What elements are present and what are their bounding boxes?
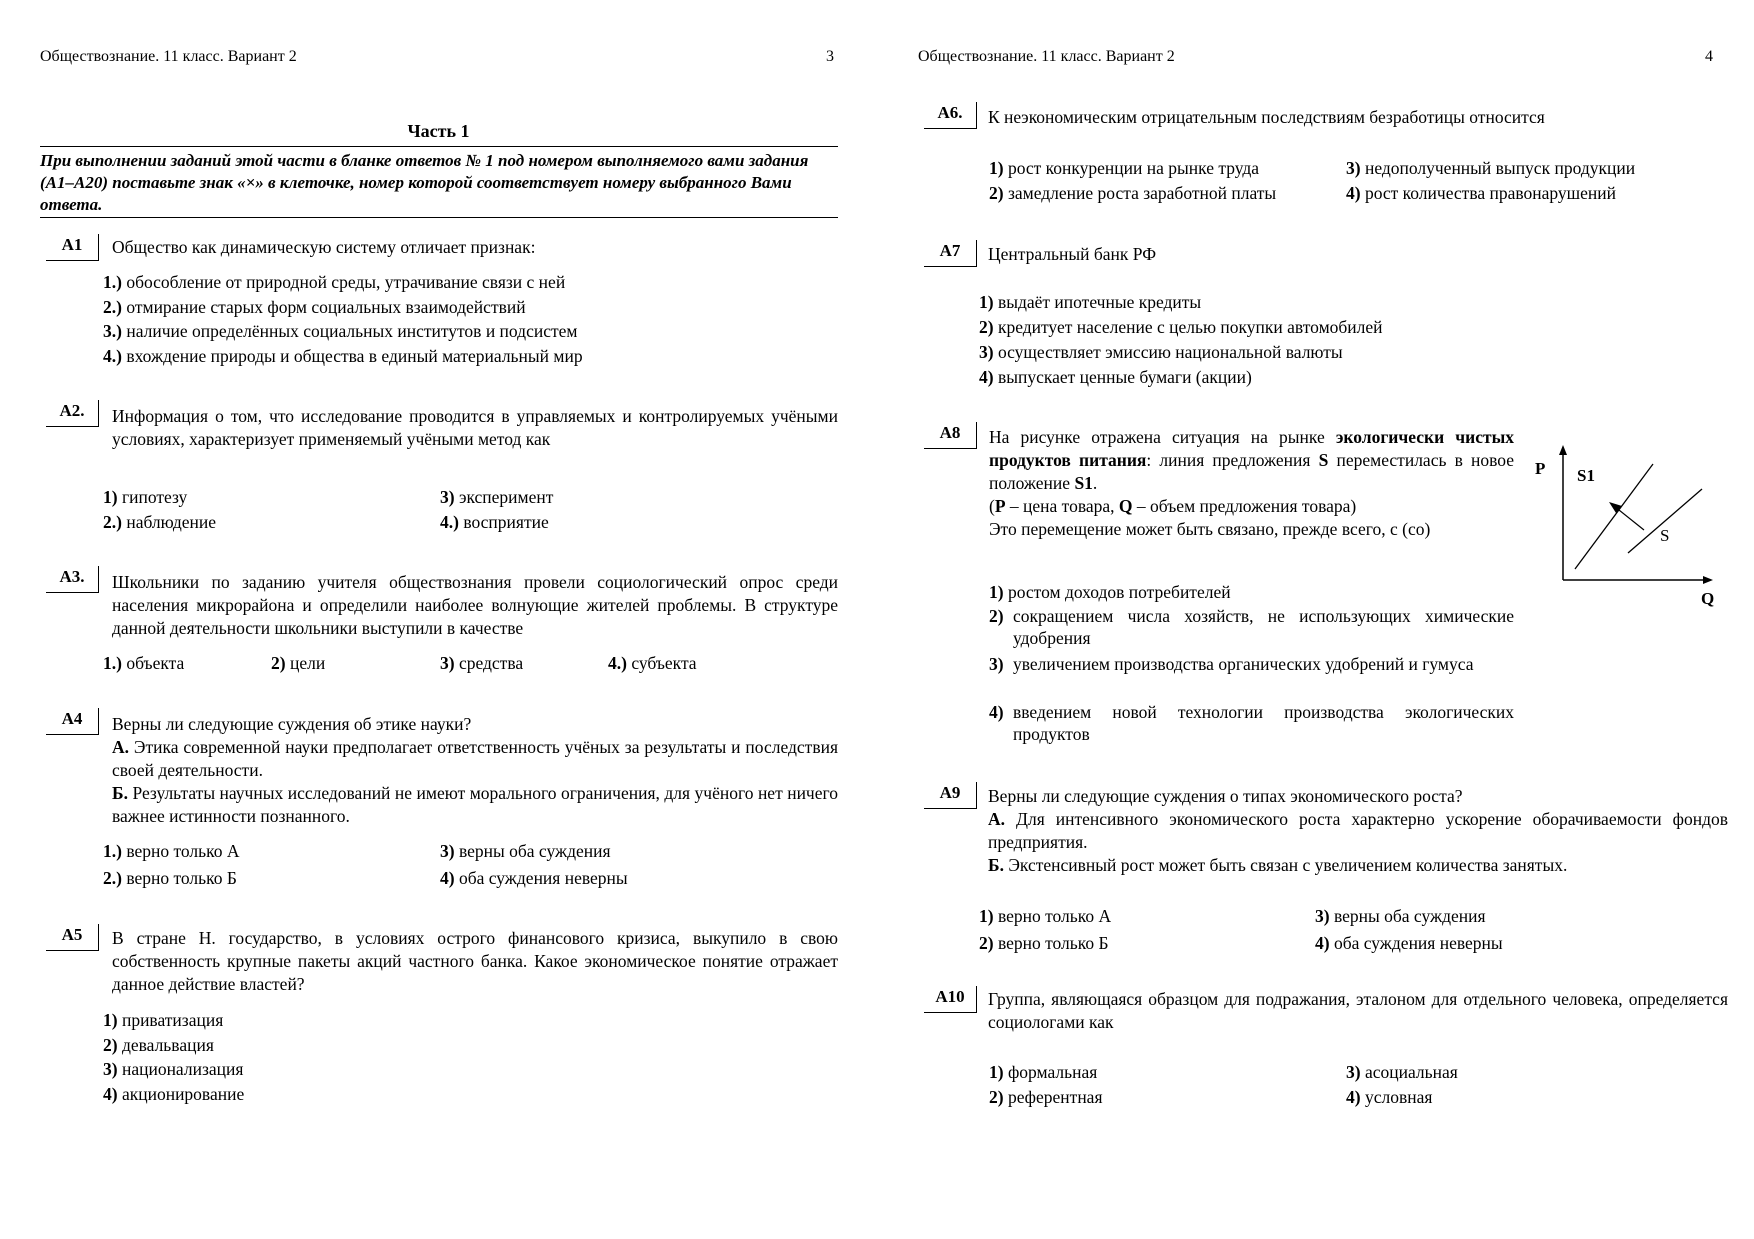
- answer-option: 4.) субъекта: [608, 653, 697, 673]
- y-axis-label: P: [1535, 459, 1546, 478]
- page-header: Обществознание. 11 класс. Вариант 2: [40, 48, 297, 65]
- question-text: К неэкономическим отрицательным последствиям безработицы относится: [988, 107, 1545, 127]
- answer-option: 1.) объекта: [103, 653, 185, 673]
- question-number: А7: [924, 240, 977, 267]
- answer-option: 2.) отмирание старых форм социальных взаимодействий: [103, 297, 526, 317]
- part-title: Часть 1: [407, 121, 470, 141]
- question-number: А6.: [924, 102, 977, 129]
- y-axis-arrow: [1559, 445, 1567, 455]
- x-axis-label: Q: [1701, 589, 1715, 608]
- answer-option: 4) акционирование: [103, 1084, 245, 1104]
- question-text: Информация о том, что исследование проводится в управляемых и контролируемых учёными условиях, характеризует применяемый учёными метод как: [112, 406, 838, 449]
- answer-option: 1) гипотезу: [103, 487, 188, 507]
- curve-s1-label: S1: [1577, 466, 1595, 485]
- answer-option: 2) девальвация: [103, 1035, 214, 1055]
- answer-option: 4) оба суждения неверны: [440, 868, 628, 888]
- answer-option: 4) выпускает ценные бумаги (акции): [979, 367, 1252, 387]
- answer-option: 3) верны оба суждения: [1315, 906, 1486, 926]
- answer-option: 2) референтная: [989, 1087, 1103, 1107]
- answer-option: 2) сокращением числа хозяйств, не использующих химические удобрения: [989, 606, 1514, 648]
- question-number: А4: [46, 708, 99, 735]
- question-text: Верны ли следующие суждения об этике науки?: [112, 714, 472, 734]
- answer-option: 3) национализация: [103, 1059, 244, 1079]
- answer-option: 1.) обособление от природной среды, утрачивание связи с ней: [103, 272, 566, 292]
- question-number: А3.: [46, 566, 99, 593]
- question-number: А1: [46, 234, 99, 261]
- answer-option: 3) осуществляет эмиссию национальной валюты: [979, 342, 1343, 362]
- answer-option: 2.) верно только Б: [103, 868, 237, 888]
- question-text: На рисунке отражена ситуация на рынке экологически чистых продуктов питания: линия предложения S переместилась в новое положение S1. (P – цена товара, Q – объем предложения товара) Это перемещение может быть связано, прежде всего, с (со): [989, 427, 1515, 539]
- question-text: Группа, являющаяся образцом для подражания, эталоном для отдельного человека, определяется социологами как: [988, 989, 1728, 1032]
- answer-option: 4.) восприятие: [440, 512, 549, 532]
- question-text: Верны ли следующие суждения о типах экономического роста?: [988, 786, 1463, 806]
- curve-s-label: S: [1660, 526, 1670, 545]
- answer-option: 3.) наличие определённых социальных институтов и подсистем: [103, 321, 578, 341]
- answer-option: 4) рост количества правонарушений: [1346, 183, 1617, 203]
- statement-b: Б. Результаты научных исследований не имеют морального ограничения, для учёного нет ничего важнее истинности познанного.: [112, 783, 838, 826]
- answer-option: 1) ростом доходов потребителей: [989, 582, 1231, 602]
- statement-a: А. Для интенсивного экономического роста характерно ускорение оборачиваемости фондов предприятия.: [988, 809, 1729, 852]
- answer-option: 2) кредитует население с целью покупки автомобилей: [979, 317, 1383, 337]
- page-header: Обществознание. 11 класс. Вариант 2: [918, 48, 1175, 65]
- answer-option: 1.) верно только А: [103, 841, 240, 861]
- question-text: Центральный банк РФ: [988, 244, 1157, 264]
- right-page: [877, 0, 1754, 1239]
- answer-option: 1) формальная: [989, 1062, 1098, 1082]
- question-number: А9: [924, 782, 977, 809]
- answer-option: 4) введением новой технологии производства экологических продуктов: [989, 702, 1514, 744]
- supply-graph: [1527, 445, 1727, 610]
- answer-option: 3) увеличением производства органических удобрений и гумуса: [989, 654, 1474, 674]
- answer-option: 4) условная: [1346, 1087, 1433, 1107]
- answer-option: 1) выдаёт ипотечные кредиты: [979, 292, 1202, 312]
- answer-option: 3) эксперимент: [440, 487, 554, 507]
- statement-b: Б. Экстенсивный рост может быть связан с увеличением количества занятых.: [988, 855, 1568, 875]
- statement-a: А. Этика современной науки предполагает ответственность учёных за результаты и последствия своей деятельности.: [112, 737, 839, 780]
- page-number: 3: [826, 48, 834, 65]
- answer-option: 1) приватизация: [103, 1010, 224, 1030]
- answer-option: 2) замедление роста заработной платы: [989, 183, 1277, 203]
- answer-option: 2) верно только Б: [979, 933, 1109, 953]
- instructions: При выполнении заданий этой части в бланке ответов № 1 под номером выполняемого вами задания (А1–А20) поставьте знак «×» в клеточке, номер которой соответствует номеру выбранного Вами ответа.: [40, 151, 809, 214]
- x-axis-arrow: [1703, 576, 1713, 584]
- divider: [40, 146, 838, 147]
- answer-option: 3) верны оба суждения: [440, 841, 611, 861]
- answer-option: 4) оба суждения неверны: [1315, 933, 1503, 953]
- question-number: А10: [924, 986, 977, 1013]
- question-text: Школьники по заданию учителя обществознания провели социологический опрос среди населения микрорайона и определили наиболее волнующие жителей проблемы. В структуре данной деятельности школьники выступили в качестве: [112, 572, 838, 638]
- divider: [40, 217, 838, 218]
- question-number: А8: [924, 422, 977, 449]
- page-number: 4: [1705, 48, 1713, 65]
- answer-option: 1) рост конкуренции на рынке труда: [989, 158, 1260, 178]
- answer-option: 2.) наблюдение: [103, 512, 217, 532]
- answer-option: 3) средства: [440, 653, 524, 673]
- answer-option: 2) цели: [271, 653, 326, 673]
- answer-option: 3) недополученный выпуск продукции: [1346, 158, 1636, 178]
- question-text: В стране Н. государство, в условиях острого финансового кризиса, выкупило в свою собственность крупные пакеты акций частного банка. Какое экономическое понятие отражает данное действие властей?: [112, 928, 838, 994]
- question-number: А2.: [46, 400, 99, 427]
- answer-option: 3) асоциальная: [1346, 1062, 1458, 1082]
- answer-option: 1) верно только А: [979, 906, 1112, 926]
- question-text: Общество как динамическую систему отличает признак:: [112, 237, 536, 257]
- answer-option: 4.) вхождение природы и общества в единый материальный мир: [103, 346, 583, 366]
- question-number: А5: [46, 924, 99, 951]
